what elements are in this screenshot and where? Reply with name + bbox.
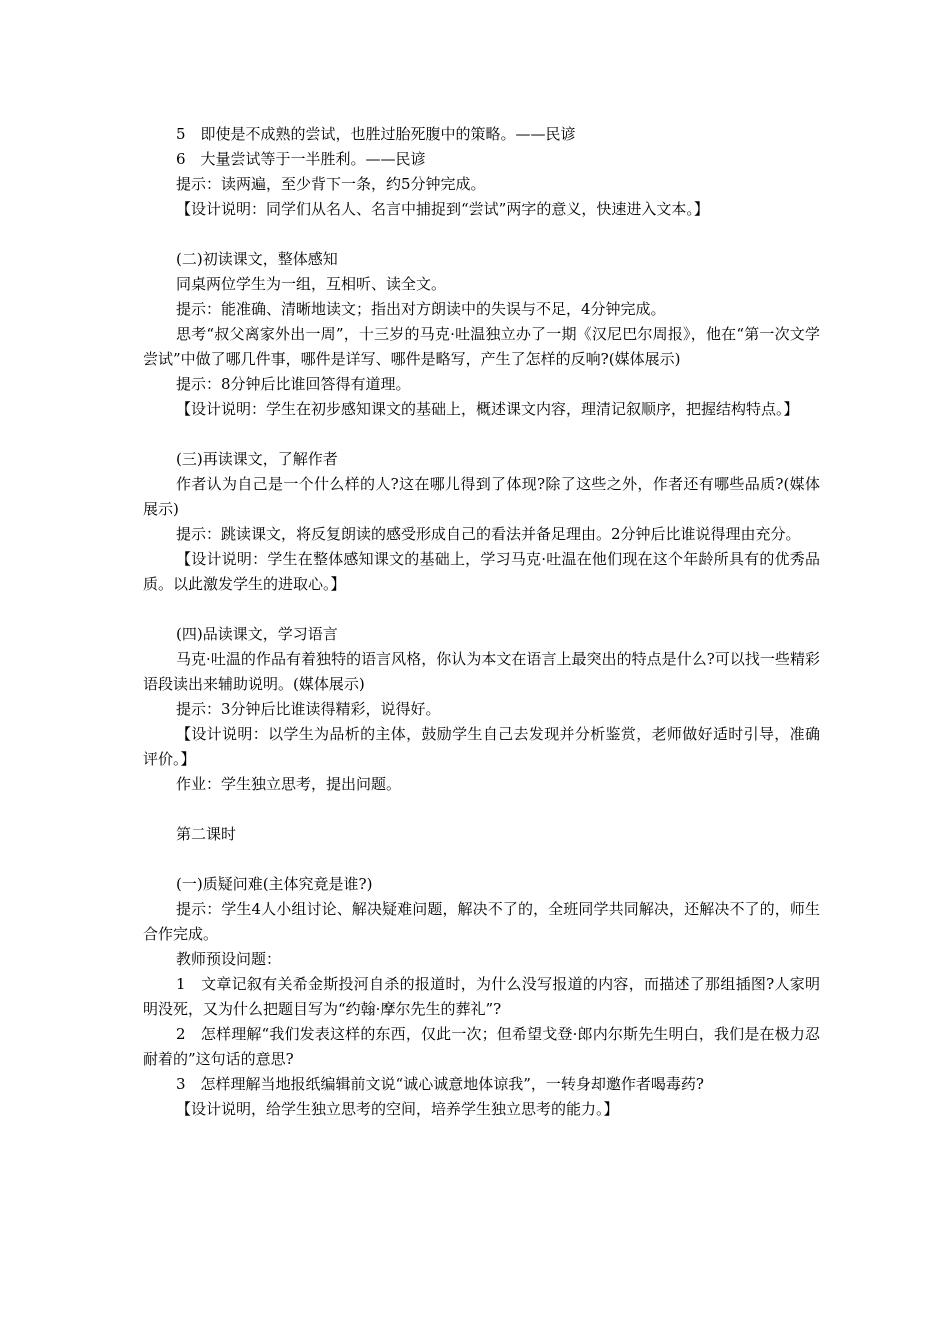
hint-3-minutes: 提示：3分钟后比谁读得精彩，说得好。 xyxy=(176,700,441,718)
teacher-question-2: 2 怎样理解“我们发表这样的东西，仅此一次；但希望戈登·郎内尔斯先生明白，我们是在极力忍耐着的”这句话的意思? xyxy=(143,1025,820,1068)
proverb-5: 5 即使是不成熟的尝试，也胜过胎死腹中的策略。——民谚 xyxy=(176,125,576,143)
author-question: 作者认为自己是一个什么样的人?这在哪儿得到了体现?除了这些之外，作者还有哪些品质?(媒体展示) xyxy=(143,475,820,518)
design-note-4: 【设计说明：以学生为品析的主体，鼓励学生自己去发现并分析鉴赏，老师做好适时引导，准确评价。】 xyxy=(143,725,820,768)
section-heading-3: (三)再读课文，了解作者 xyxy=(176,450,338,468)
design-note-1: 【设计说明：同学们从名人、名言中捕捉到“尝试”两字的意义，快速进入文本。】 xyxy=(176,200,709,218)
hint-8-minutes: 提示：8分钟后比谁回答得有道理。 xyxy=(176,375,411,393)
design-note-2: 【设计说明：学生在初步感知课文的基础上，概述课文内容，理清记叙顺序，把握结构特点。】 xyxy=(176,400,799,418)
hint-group-discussion: 提示：学生4人小组讨论、解决疑难问题，解决不了的，全班同学共同解决，还解决不了的，师生合作完成。 xyxy=(143,900,820,943)
design-note-3: 【设计说明：学生在整体感知课文的基础上，学习马克·吐温在他们现在这个年龄所具有的优秀品质。以此激发学生的进取心。】 xyxy=(143,550,820,593)
hint-accurate-reading: 提示：能准确、清晰地读文；指出对方朗读中的失误与不足，4分钟完成。 xyxy=(176,300,666,318)
paragraph-gap xyxy=(143,422,820,447)
section-heading-4: (四)品读课文，学习语言 xyxy=(176,625,338,643)
teacher-questions-label: 教师预设问题： xyxy=(176,950,282,968)
thinking-question: 思考“叔父离家外出一周”，十三岁的马克·吐温独立办了一期《汉尼巴尔周报》，他在“第一次文学尝试”中做了哪几件事，哪件是详写、哪件是略写，产生了怎样的反响?(媒体展示) xyxy=(143,325,820,368)
instruction-pair-reading: 同桌两位学生为一组，互相听、读全文。 xyxy=(176,275,447,293)
teacher-question-3: 3 怎样理解当地报纸编辑前文说“诚心诚意地体谅我”，一转身却邀作者喝毒药? xyxy=(176,1075,704,1093)
paragraph-gap xyxy=(143,597,820,622)
hint-reading: 提示：读两遍，至少背下一条，约5分钟完成。 xyxy=(176,175,486,193)
paragraph-gap xyxy=(143,797,820,822)
homework: 作业：学生独立思考，提出问题。 xyxy=(176,775,402,793)
teacher-question-1: 1 文章记叙有关希金斯投河自杀的报道时，为什么没写报道的内容，而描述了那组插图?人家明明没死，又为什么把题目写为“约翰·摩尔先生的葬礼”? xyxy=(143,975,820,1018)
paragraph-gap xyxy=(143,222,820,247)
design-note-5: 【设计说明，给学生独立思考的空间，培养学生独立思考的能力。】 xyxy=(176,1100,619,1118)
lesson-2-heading: 第二课时 xyxy=(176,825,237,843)
language-question: 马克·吐温的作品有着独特的语言风格，你认为本文在语言上最突出的特点是什么?可以找一些精彩语段读出来辅助说明。(媒体展示) xyxy=(143,650,820,693)
hint-skim-reading: 提示：跳读课文，将反复朗读的感受形成自己的看法并备足理由。2分钟后比谁说得理由充分。 xyxy=(176,525,801,543)
section-heading-2: (二)初读课文，整体感知 xyxy=(176,250,338,268)
proverb-6: 6 大量尝试等于一半胜利。——民谚 xyxy=(176,150,426,168)
section-heading-qa: (一)质疑问难(主体究竟是谁?) xyxy=(176,875,373,893)
paragraph-gap xyxy=(143,847,820,872)
